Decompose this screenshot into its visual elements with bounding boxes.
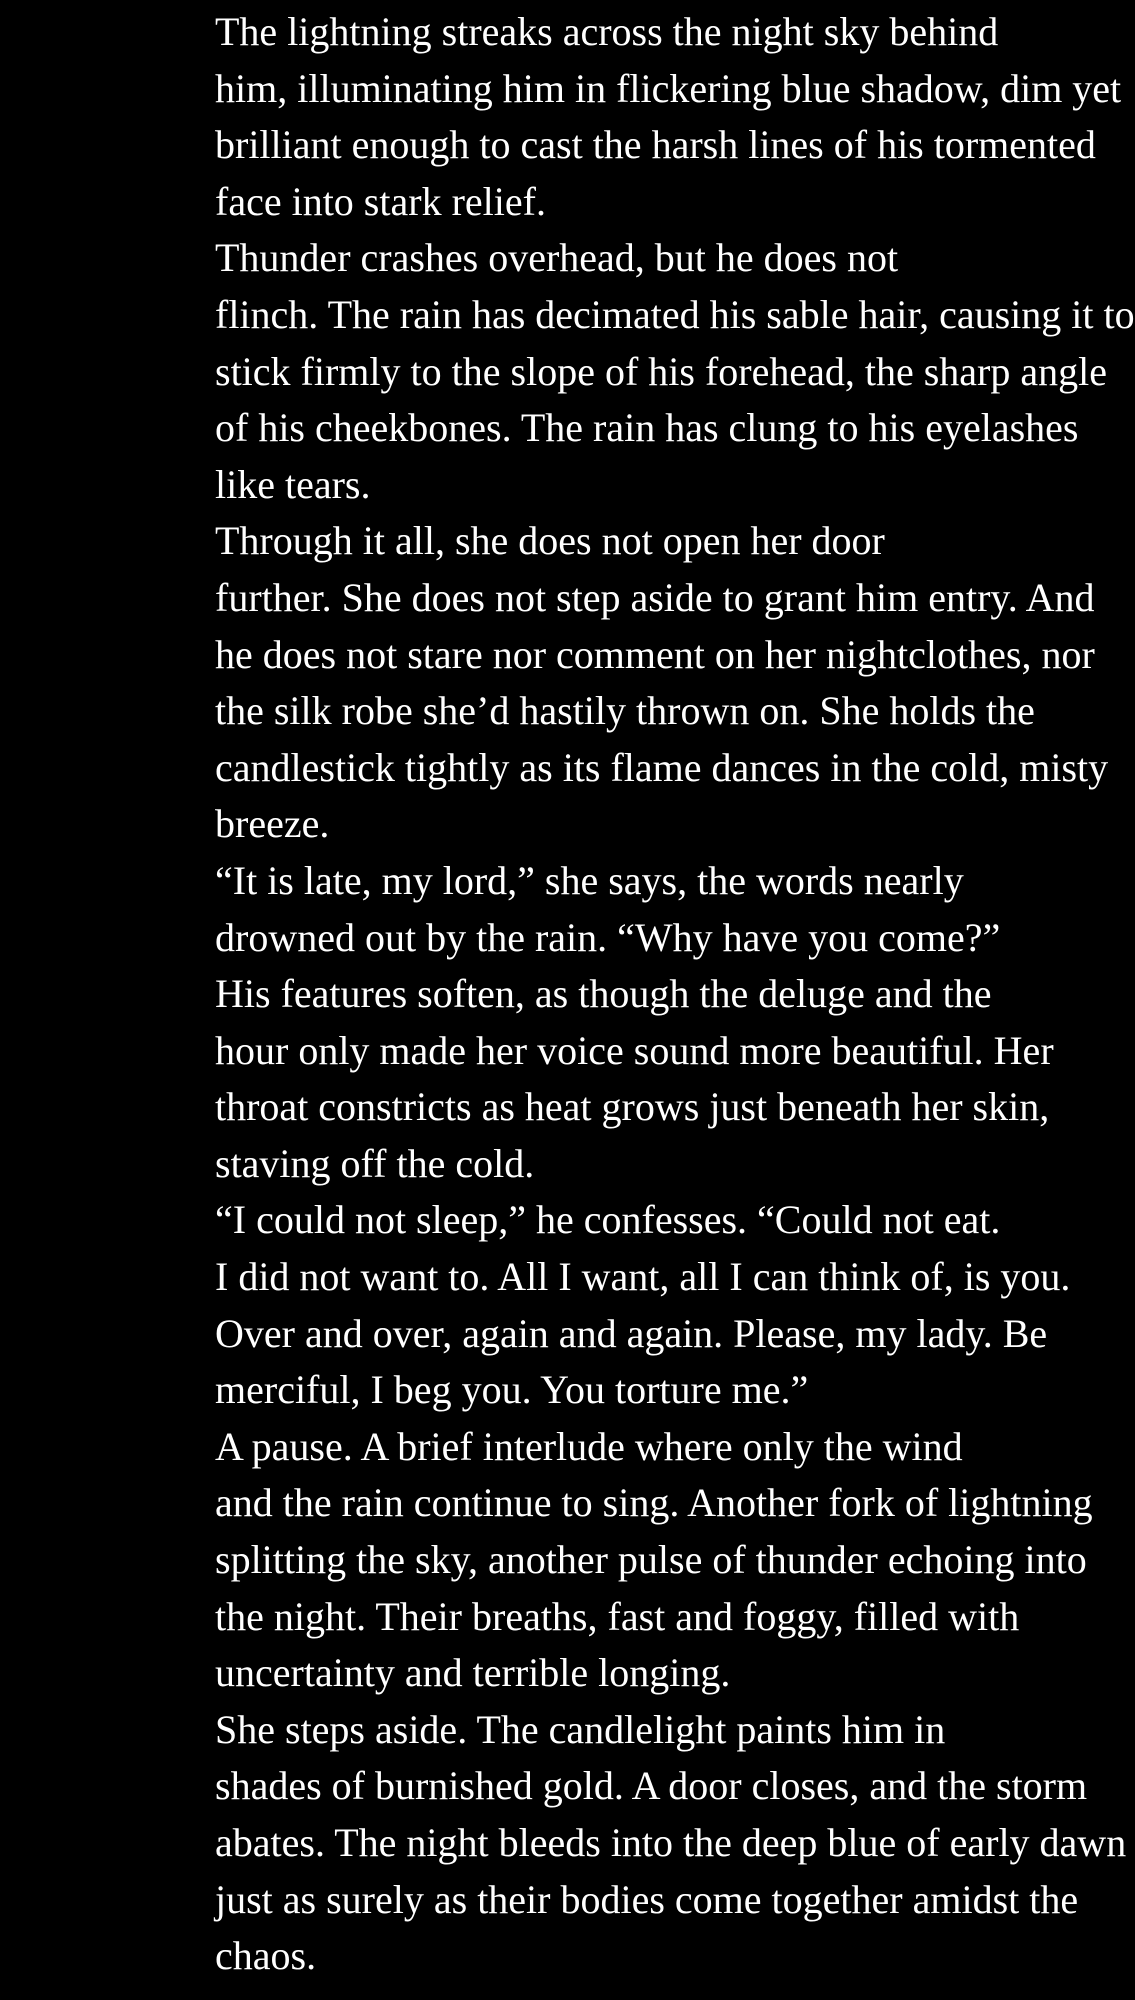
document-page <box>74 4 1135 1985</box>
text-line: She steps aside. The candlelight paints him in <box>215 1706 946 1752</box>
text-line: hour only made her voice sound more beautiful. Her <box>215 1027 1054 1073</box>
text-line: the silk robe she’d hastily thrown on. She holds the <box>215 688 1035 734</box>
paragraph-3 <box>74 513 1109 853</box>
text-line: of his cheekbones. The rain has clung to his eyelashes <box>215 405 1079 451</box>
paragraph-8 <box>74 1702 1127 1985</box>
text-line: merciful, I beg you. You torture me.” <box>215 1367 809 1413</box>
text-line: “I could not sleep,” he confesses. “Could not eat. <box>215 1197 1001 1243</box>
text-line: The lightning streaks across the night sky behind <box>215 9 999 54</box>
text-line: drowned out by the rain. “Why have you come?” <box>215 914 1001 960</box>
paragraph-5 <box>74 966 1074 1192</box>
text-line: just as surely as their bodies come together amidst the <box>215 1876 1079 1922</box>
text-line: A pause. A brief interlude where only the wind <box>215 1423 963 1469</box>
text-line: and the rain continue to sing. Another fork of lightning <box>215 1480 1093 1526</box>
text-line: face into stark relief. <box>215 178 546 224</box>
text-line: Through it all, she does not open her door <box>215 518 885 564</box>
text-line: he does not stare nor comment on her nightclothes, nor <box>215 631 1095 677</box>
paragraph-4 <box>74 853 1074 966</box>
text-line: flinch. The rain has decimated his sable hair, causing it to <box>215 291 1135 337</box>
text-line: like tears. <box>215 461 371 507</box>
text-line: throat constricts as heat grows just beneath her skin, <box>215 1084 1050 1130</box>
paragraph-6 <box>74 1192 1074 1418</box>
text-line: Over and over, again and again. Please, my lady. Be <box>215 1310 1048 1356</box>
text-line: him, illuminating him in flickering blue shadow, dim yet <box>215 65 1122 111</box>
text-line: uncertainty and terrible longing. <box>215 1650 731 1696</box>
text-line: breeze. <box>215 801 330 847</box>
text-line: splitting the sky, another pulse of thunder echoing into <box>215 1537 1087 1583</box>
text-line: shades of burnished gold. A door closes, and the storm <box>215 1763 1088 1809</box>
paragraph-2 <box>74 230 1135 513</box>
text-line: staving off the cold. <box>215 1140 535 1186</box>
text-line: chaos. <box>215 1933 317 1979</box>
text-line: stick firmly to the slope of his forehead, the sharp angle <box>215 348 1107 394</box>
text-line: further. She does not step aside to grant him entry. And <box>215 574 1095 620</box>
text-line: “It is late, my lord,” she says, the words nearly <box>215 857 964 903</box>
text-line: the night. Their breaths, fast and foggy, filled with <box>215 1593 1020 1639</box>
text-line: I did not want to. All I want, all I can think of, is you. <box>215 1254 1071 1300</box>
text-line: candlestick tightly as its flame dances in the cold, misty <box>215 744 1109 790</box>
text-line: Thunder crashes overhead, but he does not <box>215 235 899 281</box>
text-line: His features soften, as though the deluge and the <box>215 971 992 1017</box>
text-line: abates. The night bleeds into the deep blue of early dawn <box>215 1820 1127 1865</box>
paragraph-1 <box>74 4 1122 230</box>
text-line: brilliant enough to cast the harsh lines of his tormented <box>215 122 1096 168</box>
paragraph-7 <box>74 1419 1093 1702</box>
